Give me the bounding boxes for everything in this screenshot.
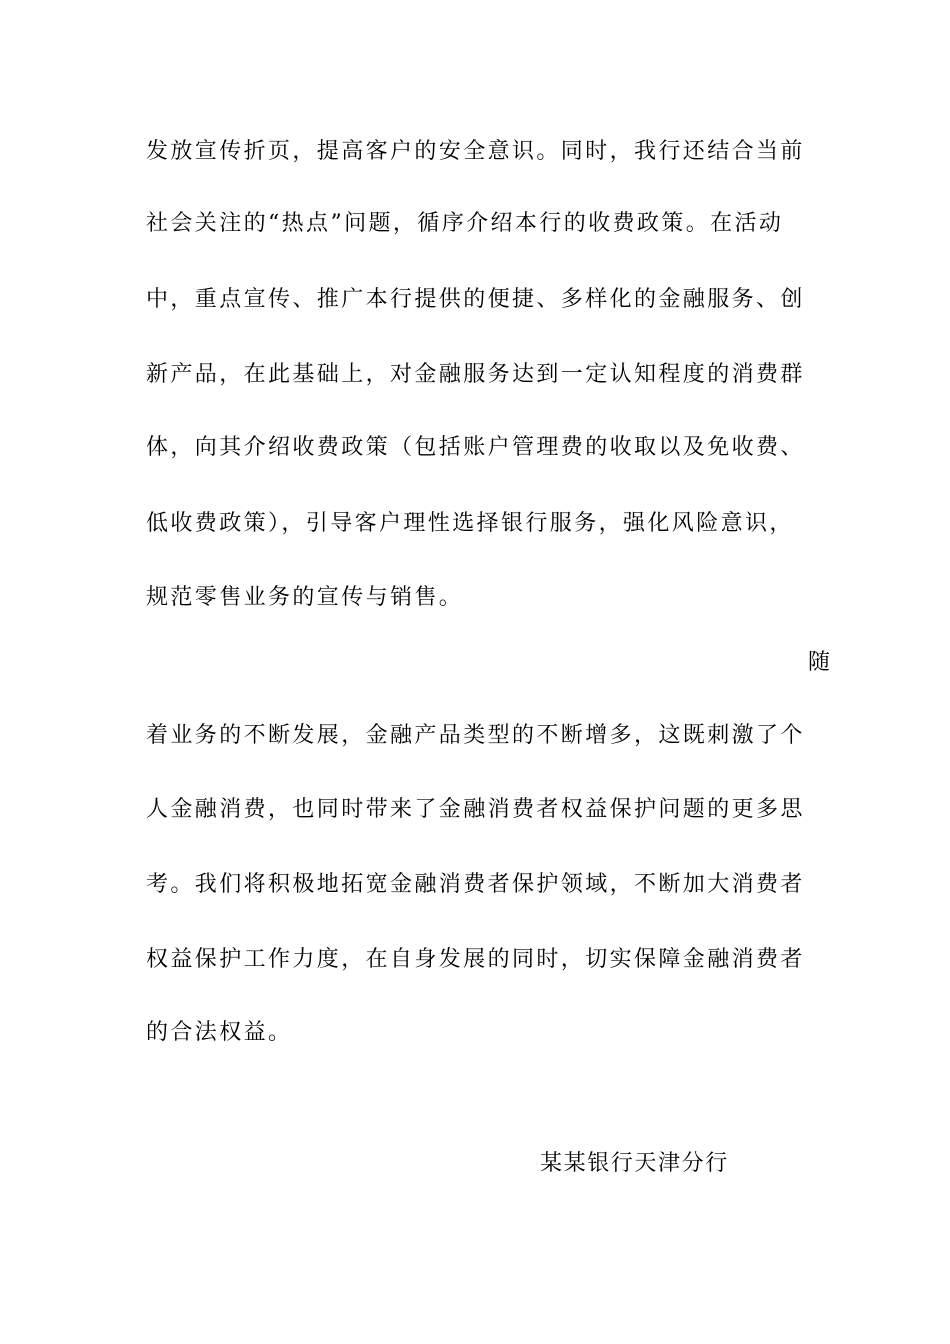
paragraph-2-line-3: 考。我们将积极地拓宽金融消费者保护领域，不断加大消费者: [146, 872, 805, 897]
paragraph-2-first-char: 随: [807, 650, 830, 675]
paragraph-2-line-1: 着业务的不断发展，金融产品类型的不断增多，这既刺激了个: [146, 723, 805, 748]
paragraph-1-line-1: 发放宣传折页，提高客户的安全意识。同时，我行还结合当前: [146, 139, 805, 164]
paragraph-1-line-7: 规范零售业务的宣传与销售。: [146, 585, 464, 610]
signature-bank-branch: 某某银行天津分行: [540, 1151, 729, 1176]
paragraph-1-line-6: 低收费政策），引导客户理性选择银行服务，强化风险意识，: [146, 511, 794, 536]
paragraph-2-line-4: 权益保护工作力度，在自身发展的同时，切实保障金融消费者: [146, 947, 805, 972]
paragraph-1-line-3: 中，重点宣传、推广本行提供的便捷、多样化的金融服务、创: [146, 287, 805, 312]
paragraph-2-line-5: 的合法权益。: [146, 1020, 293, 1045]
paragraph-1-line-4: 新产品，在此基础上，对金融服务达到一定认知程度的消费群: [146, 362, 805, 387]
paragraph-1-line-5: 体，向其介绍收费政策（包括账户管理费的收取以及免收费、: [146, 435, 805, 460]
paragraph-1-line-2: 社会关注的“热点”问题，循序介绍本行的收费政策。在活动: [146, 211, 784, 236]
paragraph-2-line-2: 人金融消费，也同时带来了金融消费者权益保护问题的更多思: [146, 797, 805, 822]
